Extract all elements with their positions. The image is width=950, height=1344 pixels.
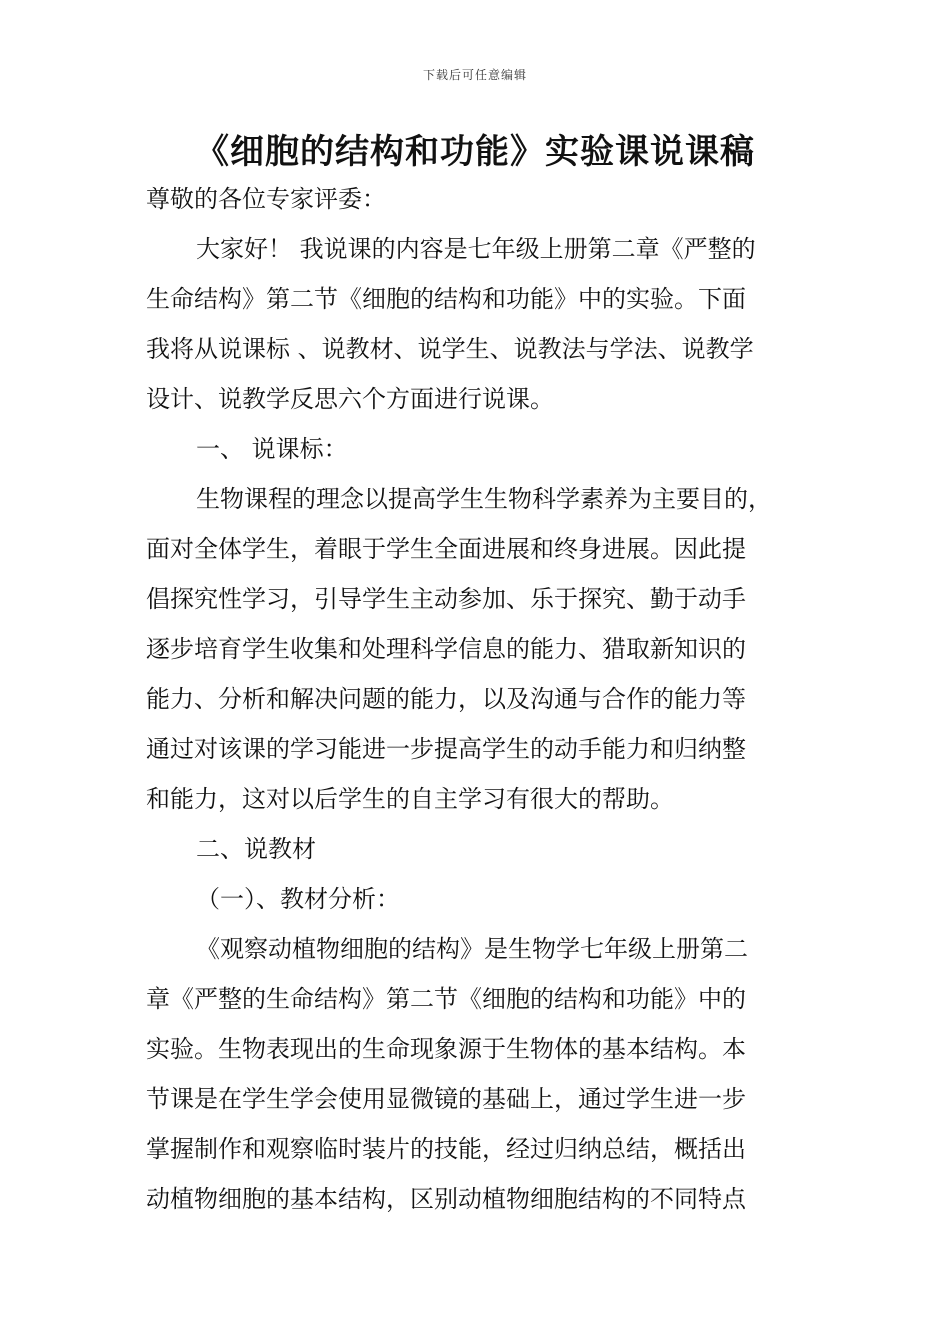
paragraph-line: 能力、分析和解决问题的能力，以及沟通与合作的能力等 — [146, 685, 746, 713]
paragraph-line: 逐步培育学生收集和处理科学信息的能力、猎取新知识的 — [146, 635, 746, 663]
paragraph-line: 倡探究性学习，引导学生主动参加、乐于探究、勤于动手 — [146, 585, 746, 613]
paragraph-line: 实验。生物表现出的生命现象源于生物体的基本结构。本 — [146, 1035, 746, 1063]
paragraph-line: 掌握制作和观察临时装片的技能，经过归纳总结，概括出 — [146, 1135, 746, 1163]
section-heading: 二、说教材 — [196, 835, 316, 863]
paragraph-line: 和能力，这对以后学生的自主学习有很大的帮助。 — [146, 785, 674, 813]
document-title: 《细胞的结构和功能》实验课说课稿 — [195, 132, 755, 172]
paragraph-line: 动植物细胞的基本结构，区别动植物细胞结构的不同特点 — [146, 1185, 746, 1213]
paragraph-line: 生物课程的理念以提高学生生物科学素养为主要目的， — [196, 485, 772, 513]
paragraph-line: 生命结构》第二节《细胞的结构和功能》中的实验。下面 — [146, 285, 746, 313]
paragraph-line: 节课是在学生学会使用显微镜的基础上，通过学生进一步 — [146, 1085, 746, 1113]
paragraph-line: 通过对该课的学习能进一步提高学生的动手能力和归纳整 — [146, 735, 746, 763]
paragraph-line: 设计、说教学反思六个方面进行说课。 — [146, 385, 554, 413]
paragraph-line: 《观察动植物细胞的结构》是生物学七年级上册第二 — [196, 935, 748, 963]
paragraph-line: 面对全体学生，着眼于学生全面进展和终身进展。因此提 — [146, 535, 746, 563]
paragraph-line: 我将从说课标 、说教材、说学生、说教法与学法、说教学 — [146, 335, 754, 363]
header-note: 下载后可任意编辑 — [422, 68, 527, 82]
paragraph-line: 大家好！ 我说课的内容是七年级上册第二章《严整的 — [196, 235, 756, 263]
subsection-heading: （一）、教材分析： — [196, 885, 400, 913]
section-heading: 一、 说课标： — [196, 435, 348, 463]
paragraph-line: 章《严整的生命结构》第二节《细胞的结构和功能》中的 — [146, 985, 746, 1013]
salutation-line: 尊敬的各位专家评委： — [146, 185, 386, 213]
